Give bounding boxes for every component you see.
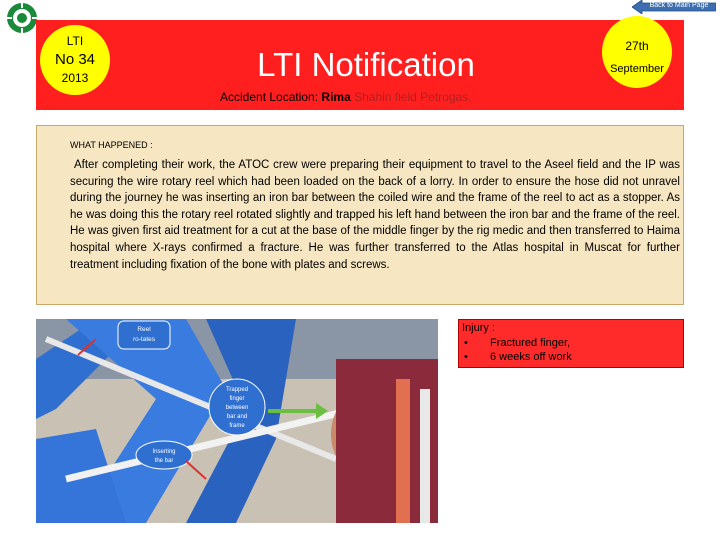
injury-heading: Injury : bbox=[462, 322, 496, 334]
lti-year: 2013 bbox=[61, 71, 89, 85]
location-name: Rima bbox=[321, 90, 351, 104]
lti-number-badge bbox=[40, 25, 110, 95]
date-badge bbox=[602, 16, 672, 88]
svg-text:the bar: the bar bbox=[154, 458, 174, 464]
callout-trapped-finger: Trapped bbox=[225, 387, 249, 393]
accident-location bbox=[220, 90, 472, 104]
injury-item-text: Fractured finger, bbox=[490, 337, 571, 349]
injury-item-text: 6 weeks off work bbox=[490, 351, 572, 363]
bullet-icon: • bbox=[464, 337, 468, 349]
svg-text:between: between bbox=[225, 405, 249, 411]
lti-number: No 34 bbox=[54, 51, 96, 68]
callout-inserting-bar: Inserting bbox=[152, 449, 176, 455]
callout-reel-rotates: Reel bbox=[137, 326, 151, 333]
svg-text:frame: frame bbox=[229, 423, 245, 429]
what-happened-body: After completing their work, the ATOC crew were preparing their equipment to travel to the Aseel field and the IP was securing the wire rotary reel which had been loaded on the back of a lorry. In order to ensure the hose did not unravel during the journey he was inserting an iron bar between the coiled wire and the frame of the reel to act as a stopper. As he was doing this the rotary reel rotated slightly and trapped his left hand between the iron bar and the frame of the reel. He was given first aid treatment for a cut at the base of the middle finger by the rig medic and then transferred to Haima hospital where X-rays confirmed a fracture. He was further transferred to the Atlas hospital in Muscat for further treatment including fixation of the bone with plates and screws. bbox=[70, 159, 680, 271]
lti-label: LTI bbox=[66, 34, 84, 48]
what-happened-heading: WHAT HAPPENED : bbox=[70, 140, 153, 150]
date-day: 27th bbox=[625, 39, 649, 53]
date-month: September bbox=[610, 63, 664, 75]
back-to-main-page-button[interactable] bbox=[632, 0, 716, 14]
incident-photo bbox=[36, 319, 438, 523]
location-label: Accident Location: bbox=[220, 90, 319, 104]
svg-text:finger: finger bbox=[229, 396, 245, 402]
location-detail: Shahin field Petrogas. bbox=[354, 90, 472, 104]
page-title: LTI Notification bbox=[257, 46, 475, 83]
back-button-label: Back to Main Page bbox=[649, 2, 709, 9]
svg-text:bar and: bar and bbox=[226, 414, 248, 420]
bullet-icon: • bbox=[464, 351, 468, 363]
svg-text:ro-tates: ro-tates bbox=[132, 336, 156, 343]
